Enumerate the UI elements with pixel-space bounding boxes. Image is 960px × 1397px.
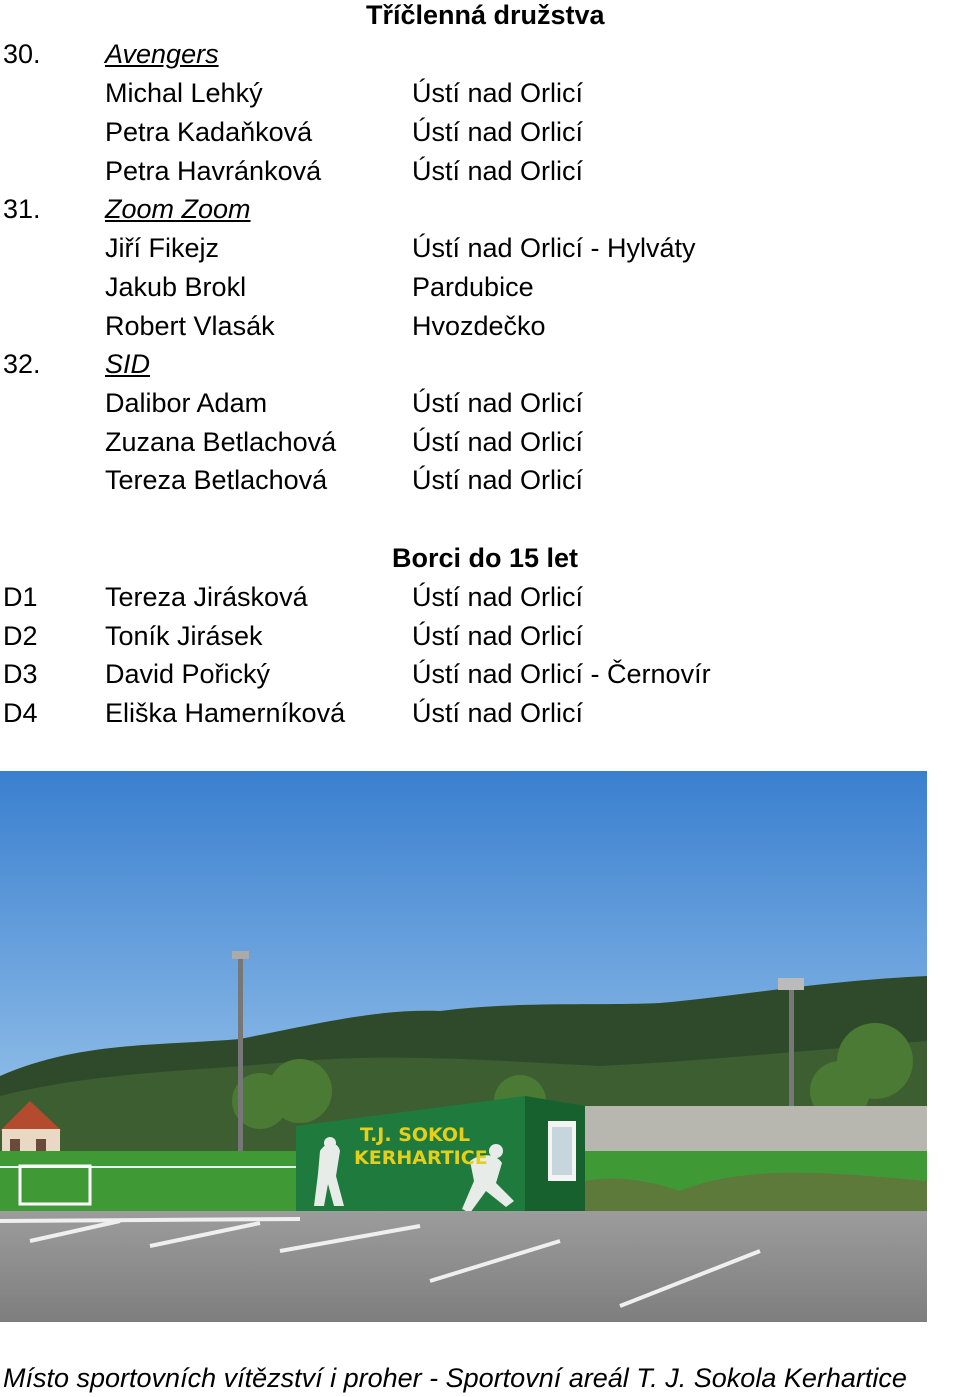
player-name: Toník Jirásek <box>105 621 263 651</box>
player-name: Eliška Hamerníková <box>105 698 346 728</box>
team-name: SID <box>105 349 151 379</box>
container-sign-line2: KERHARTICE <box>354 1147 488 1169</box>
member-name: Jiří Fikejz <box>105 233 219 263</box>
member-name: Robert Vlasák <box>105 311 275 341</box>
teams-section-title: Tříčlenná družstva <box>366 0 605 30</box>
team-name: Zoom Zoom <box>105 194 251 224</box>
player-code: D1 <box>3 582 38 612</box>
member-place: Ústí nad Orlicí - Hylváty <box>412 233 696 263</box>
member-place: Ústí nad Orlicí <box>412 465 584 495</box>
member-place: Pardubice <box>412 272 534 302</box>
player-code: D4 <box>3 698 38 728</box>
floodlight-head <box>778 978 804 990</box>
team-number: 30. <box>3 39 41 69</box>
member-place: Ústí nad Orlicí <box>412 117 584 147</box>
player-place: Ústí nad Orlicí <box>412 698 584 728</box>
team-number: 31. <box>3 194 41 224</box>
member-place: Ústí nad Orlicí <box>412 388 584 418</box>
player-code: D3 <box>3 659 38 689</box>
member-name: Petra Kadaňková <box>105 117 313 147</box>
player-place: Ústí nad Orlicí - Černovír <box>412 659 711 689</box>
photo-illustration <box>0 771 927 1322</box>
player-code: D2 <box>3 621 38 651</box>
player-place: Ústí nad Orlicí <box>412 582 584 612</box>
player-place: Ústí nad Orlicí <box>412 621 584 651</box>
player-name: Tereza Jirásková <box>105 582 308 612</box>
member-name: Jakub Brokl <box>105 272 247 302</box>
light-pole-head <box>232 951 249 959</box>
team-name: Avengers <box>105 39 219 69</box>
parking-lot <box>0 1211 927 1322</box>
youth-section-title: Borci do 15 let <box>392 543 579 573</box>
member-name: Michal Lehký <box>105 78 263 108</box>
member-place: Ústí nad Orlicí <box>412 427 584 457</box>
member-name: Dalibor Adam <box>105 388 268 418</box>
member-name: Zuzana Betlachová <box>105 427 337 457</box>
member-name: Petra Havránková <box>105 156 322 186</box>
player-name: David Pořický <box>105 659 271 689</box>
member-place: Ústí nad Orlicí <box>412 156 584 186</box>
member-place: Hvozdečko <box>412 311 546 341</box>
team-number: 32. <box>3 349 41 379</box>
member-name: Tereza Betlachová <box>105 465 328 495</box>
member-place: Ústí nad Orlicí <box>412 78 584 108</box>
photo-caption: Místo sportovních vítězství i proher - Sportovní areál T. J. Sokola Kerhartice <box>3 1363 907 1393</box>
sports-ground-photo <box>0 771 927 1322</box>
container-sign-line1: T.J. SOKOL <box>360 1124 471 1146</box>
